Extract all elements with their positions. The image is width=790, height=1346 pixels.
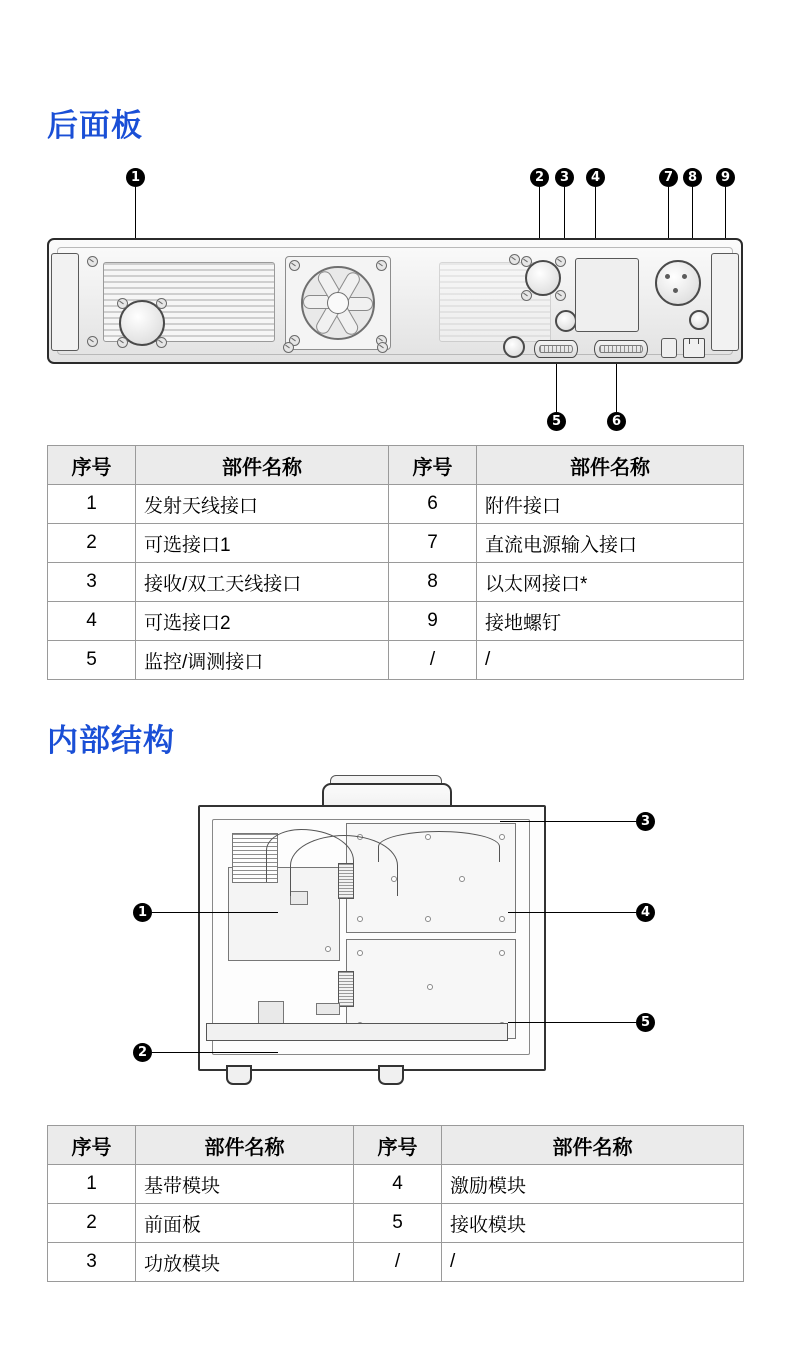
optional-connector-1 (525, 260, 561, 296)
section-title-internal-structure: 内部结构 (47, 723, 175, 758)
dc-power-input-connector (655, 260, 701, 306)
screw-icon (87, 256, 98, 267)
col-header-name-2: 部件名称 (477, 446, 744, 485)
callout-leader-internal-1 (152, 912, 278, 913)
callout-badge-9: 9 (716, 168, 735, 187)
fan-ring (301, 266, 375, 340)
fan-hub (327, 292, 349, 314)
col-header-name-2: 部件名称 (442, 1126, 744, 1165)
table-row (48, 524, 744, 563)
cell-name: 以太网接口* (477, 563, 744, 602)
internal-cable (378, 831, 500, 862)
callout-leader-internal-5 (508, 1022, 636, 1023)
screw-icon (425, 916, 431, 922)
rear-panel-illustration (47, 238, 743, 368)
callout-leader-internal-4 (508, 912, 636, 913)
ethernet-port (683, 338, 705, 358)
screw-icon (377, 342, 388, 353)
cell-no: / (389, 641, 477, 680)
screw-icon (357, 950, 363, 956)
chassis-foot (378, 1065, 404, 1085)
screw-icon (156, 337, 167, 348)
rack-ear-right (711, 253, 739, 351)
monitor-debug-port (534, 340, 578, 358)
xlr-pin (673, 288, 678, 293)
callout-badge-internal-3: 3 (636, 812, 655, 831)
cell-name: 接收模块 (442, 1204, 744, 1243)
cell-name: 发射天线接口 (136, 485, 389, 524)
screw-icon (521, 256, 532, 267)
cell-name: 接收/双工天线接口 (136, 563, 389, 602)
cell-no: 3 (48, 1243, 136, 1282)
table-header-row (48, 1126, 744, 1165)
cell-no: 9 (389, 602, 477, 641)
cell-name: / (442, 1243, 744, 1282)
screw-icon (503, 336, 525, 358)
callout-leader-internal-3 (500, 821, 636, 822)
cell-no: 2 (48, 524, 136, 563)
internal-structure-illustration (170, 775, 570, 1095)
cell-name: 可选接口2 (136, 602, 389, 641)
cell-name: 激励模块 (442, 1165, 744, 1204)
cell-no: 7 (389, 524, 477, 563)
cell-no: 5 (48, 641, 136, 680)
screw-icon (376, 260, 387, 271)
cell-no: 6 (389, 485, 477, 524)
rear-panel-parts-table (47, 445, 744, 680)
cell-no: 1 (48, 1165, 136, 1204)
screw-icon (117, 337, 128, 348)
screw-icon (325, 946, 331, 952)
xlr-pin (682, 274, 687, 279)
callout-badge-internal-5: 5 (636, 1013, 655, 1032)
screw-icon (499, 834, 505, 840)
col-header-no-1: 序号 (48, 446, 136, 485)
callout-badge-internal-4: 4 (636, 903, 655, 922)
chassis-foot (226, 1065, 252, 1085)
cell-name: 接地螺钉 (477, 602, 744, 641)
screw-icon (459, 876, 465, 882)
table-row (48, 1204, 744, 1243)
cell-name: 基带模块 (136, 1165, 354, 1204)
callout-badge-5: 5 (547, 412, 566, 431)
callout-badge-3: 3 (555, 168, 574, 187)
table-row (48, 1243, 744, 1282)
cell-no: 8 (389, 563, 477, 602)
col-header-no-2: 序号 (389, 446, 477, 485)
callout-badge-2: 2 (530, 168, 549, 187)
screw-icon (289, 260, 300, 271)
table-row (48, 485, 744, 524)
cell-no: 2 (48, 1204, 136, 1243)
callout-badge-4: 4 (586, 168, 605, 187)
table-row (48, 602, 744, 641)
callout-badge-6: 6 (607, 412, 626, 431)
callout-badge-internal-1: 1 (133, 903, 152, 922)
board-connector (338, 971, 354, 1007)
table-header-row (48, 446, 744, 485)
screw-icon (555, 256, 566, 267)
callout-badge-1: 1 (126, 168, 145, 187)
screw-icon (521, 290, 532, 301)
cell-name: / (477, 641, 744, 680)
cell-name: 直流电源输入接口 (477, 524, 744, 563)
callout-badge-7: 7 (659, 168, 678, 187)
optional-connector-2 (575, 258, 639, 332)
screw-icon (357, 916, 363, 922)
component-block (316, 1003, 340, 1015)
callout-badge-internal-2: 2 (133, 1043, 152, 1062)
fan-assembly (285, 256, 391, 350)
screw-icon (555, 290, 566, 301)
screw-icon (87, 336, 98, 347)
panel-block (661, 338, 677, 358)
table-row (48, 1165, 744, 1204)
col-header-name-1: 部件名称 (136, 446, 389, 485)
col-header-no-1: 序号 (48, 1126, 136, 1165)
screw-icon (509, 254, 520, 265)
rx-duplex-antenna-connector (555, 310, 577, 332)
internal-structure-parts-table (47, 1125, 744, 1282)
table-row (48, 563, 744, 602)
xlr-pin (665, 274, 670, 279)
screw-icon (427, 984, 433, 990)
cell-name: 前面板 (136, 1204, 354, 1243)
cell-no: 1 (48, 485, 136, 524)
accessory-port (594, 340, 648, 358)
cell-no: 3 (48, 563, 136, 602)
col-header-name-1: 部件名称 (136, 1126, 354, 1165)
tx-antenna-connector (119, 300, 165, 346)
front-panel-part (206, 1023, 508, 1041)
cell-name: 监控/调测接口 (136, 641, 389, 680)
screw-icon (117, 298, 128, 309)
callout-badge-8: 8 (683, 168, 702, 187)
section-title-rear-panel: 后面板 (47, 108, 143, 143)
screw-icon (156, 298, 167, 309)
cell-no: / (354, 1243, 442, 1282)
rack-ear-left (51, 253, 79, 351)
cell-no: 4 (354, 1165, 442, 1204)
cell-name: 功放模块 (136, 1243, 354, 1282)
cell-name: 可选接口1 (136, 524, 389, 563)
cell-no: 5 (354, 1204, 442, 1243)
screw-icon (499, 916, 505, 922)
grounding-screw (689, 310, 709, 330)
callout-leader-internal-2 (152, 1052, 278, 1053)
table-row (48, 641, 744, 680)
screw-icon (283, 342, 294, 353)
screw-icon (499, 950, 505, 956)
col-header-no-2: 序号 (354, 1126, 442, 1165)
cell-name: 附件接口 (477, 485, 744, 524)
cell-no: 4 (48, 602, 136, 641)
